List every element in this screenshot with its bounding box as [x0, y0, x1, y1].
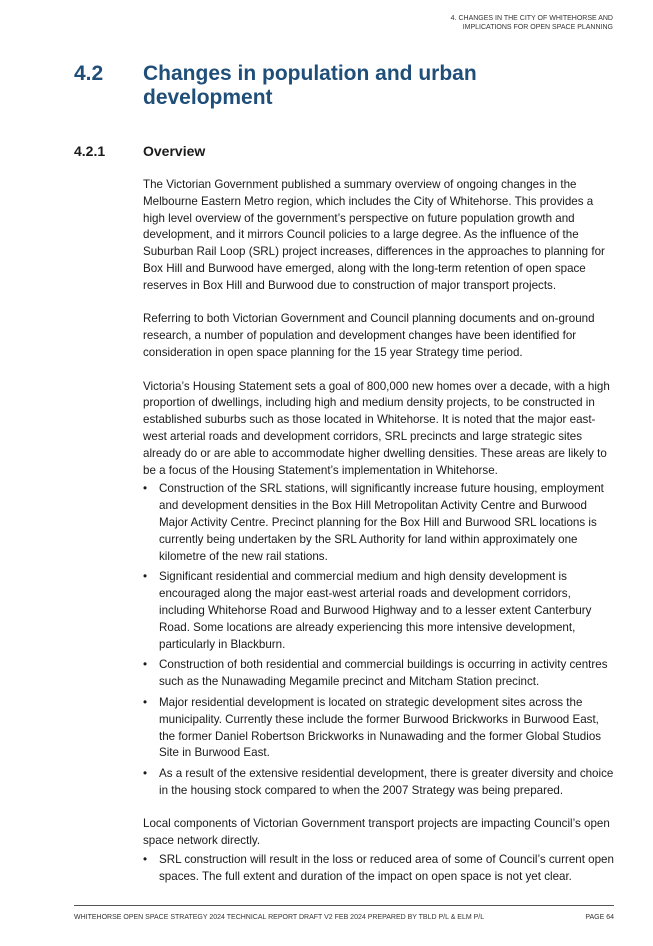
- running-header: [353, 15, 613, 32]
- list-item-text: Construction of the SRL stations, will significantly increase future housing, employment and development densities in the Box Hill Metropolitan Activity Centre and Burwood Major Activity Centre. Precinct planning for the Box Hill and Burwood SRL locations is currently being undertaken by the SRL Authority for land within approximately one kilometre of the new rail stations.: [159, 482, 604, 563]
- paragraph: Local components of Victorian Government transport projects are impacting Council’s open space network directly.: [143, 817, 610, 848]
- section-number: 4.2: [74, 62, 104, 85]
- running-header-line1: 4. CHANGES IN THE CITY OF WHITEHORSE AND: [450, 15, 613, 22]
- list-item: [143, 852, 617, 886]
- list-item: [143, 695, 617, 762]
- bullet-list-transport: [143, 852, 617, 886]
- subsection-title: Overview: [143, 143, 206, 159]
- list-item: [143, 481, 617, 565]
- running-header-line2: IMPLICATIONS FOR OPEN SPACE PLANNING: [462, 23, 613, 31]
- footer-divider: [74, 905, 614, 906]
- body-text: [143, 177, 617, 890]
- bullet-icon: •: [143, 695, 148, 709]
- subsection-number: 4.2.1: [74, 143, 106, 159]
- paragraph: The Victorian Government published a summary overview of ongoing changes in the Melbourne Eastern Metro region, which includes the City of Whitehorse. This provides a high level overview of the government’s perspective on future population growth and development, and it mirrors Council policies to a large degree. As the influence of the Suburban Rail Loop (SRL) project increases, differences in the approaches to planning for Box Hill and Burwood have emerged, along with the long-term retention of open space reserves in Box Hill and Burwood due to construction of major transport projects.: [143, 178, 605, 292]
- bullet-icon: •: [143, 658, 148, 672]
- footer-document-info: WHITEHORSE OPEN SPACE STRATEGY 2024 TECHNICAL REPORT DRAFT V2 FEB 2024 PREPARED BY TBLD P/L & ELM P/L: [74, 914, 485, 921]
- page-number: PAGE 64: [585, 914, 614, 921]
- bullet-icon: •: [143, 570, 148, 584]
- bullet-icon: •: [143, 767, 148, 781]
- list-item: [143, 569, 617, 653]
- list-item-text: Major residential development is located on strategic development sites across the municipality. Currently these include the former Burwood Brickworks in Burwood East, the former Daniel Robertson Brickworks in Nunawading and the former Global Studios Site in Burwood East.: [159, 695, 602, 760]
- list-item-text: As a result of the extensive residential development, there is greater diversity and choice in the housing stock compared to when the 2007 Strategy was being prepared.: [159, 767, 614, 797]
- section-title: Changes in population and urban development: [143, 62, 477, 109]
- paragraph: Referring to both Victorian Government and Council planning documents and on-ground research, a number of population and development changes have been identified for consideration in open space planning for the 15 year Strategy time period.: [143, 312, 595, 359]
- list-item-text: SRL construction will result in the loss or reduced area of some of Council’s current open spaces. The full extent and duration of the impact on open space is not yet clear.: [159, 853, 614, 883]
- bullet-list-development: [143, 481, 617, 799]
- paragraph: Victoria’s Housing Statement sets a goal of 800,000 new homes over a decade, with a high proportion of dwellings, including high and medium density projects, to be constructed in established suburbs such as those located in Whitehorse. It is noted that the major east-west arterial roads and development corridors, SRL precincts and large strategic sites already do or are able to accommodate higher dwelling densities. These areas are likely to be a focus of the Housing Statement’s implementation in Whitehorse.: [143, 379, 610, 477]
- bullet-icon: •: [143, 482, 148, 496]
- list-item-text: Significant residential and commercial medium and high density development is encouraged along the major east-west arterial roads and development corridors, including Whitehorse Road and Burwood Highway and to a lesser extent Canterbury Road. Some locations are already experiencing this more intensive development, particularly in Blackburn.: [159, 570, 592, 651]
- list-item: [143, 766, 617, 800]
- bullet-icon: •: [143, 853, 148, 867]
- list-item-text: Construction of both residential and commercial buildings is occurring in activity centres such as the Nunawading Megamile precinct and Mitcham Station precinct.: [159, 658, 608, 689]
- list-item: [143, 657, 617, 691]
